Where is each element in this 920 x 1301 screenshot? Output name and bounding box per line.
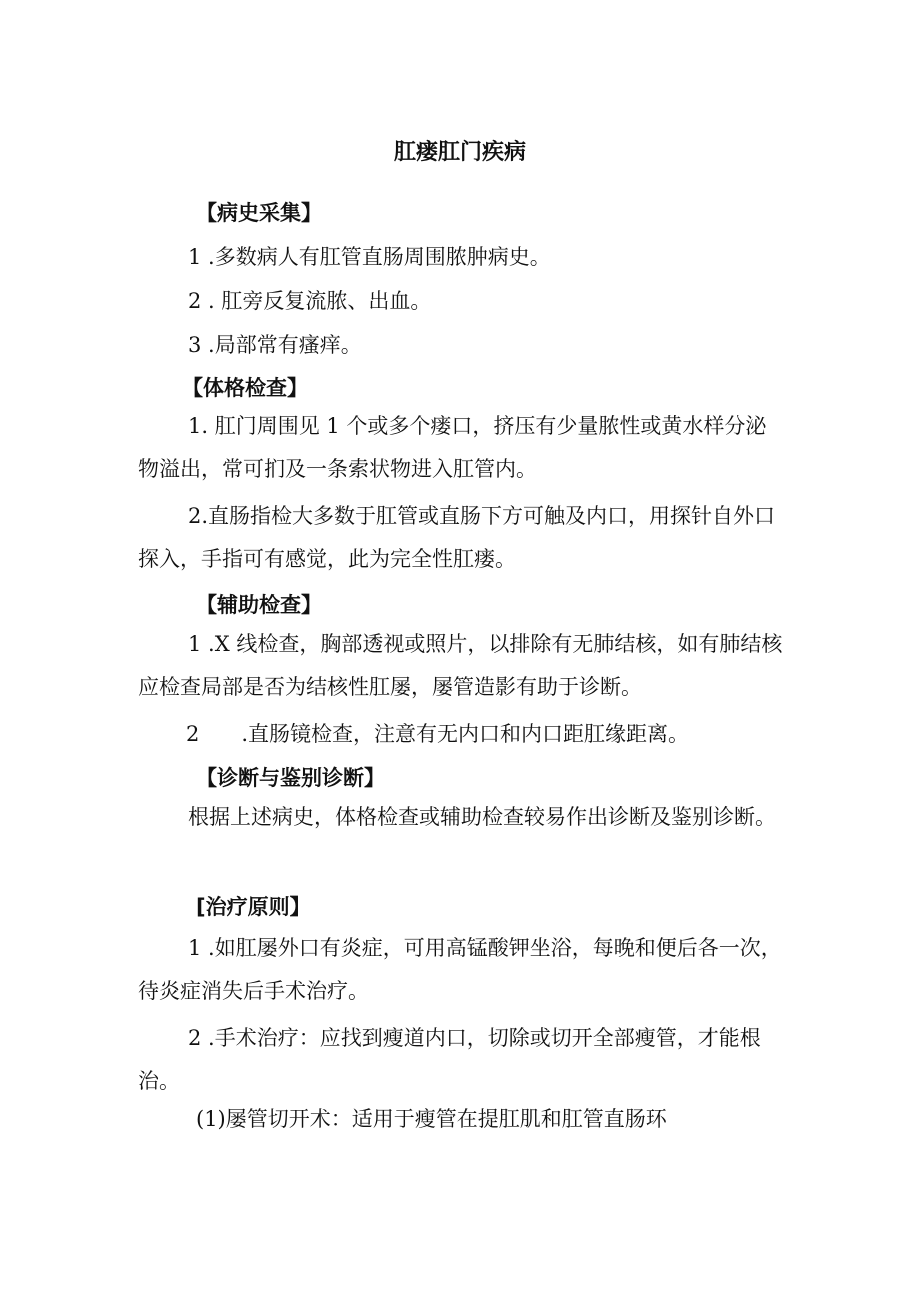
section-heading-treatment: [治疗原则】 (196, 895, 311, 919)
history-item-1: 1 .多数病人有肛管直肠周围脓肿病史。 (188, 245, 551, 269)
auxiliary-exam-item-2: 2 .直肠镜检查，注意有无内口和内口距肛缘距离。 (186, 722, 690, 746)
history-item-3: 3 .局部常有瘙痒。 (188, 333, 362, 357)
treatment-item-3: (1)屡管切开术：适用于瘦管在提肛肌和肛管直肠环 (196, 1107, 667, 1131)
auxiliary-exam-item-1: 1 .X 线检查，胸部透视或照片，以排除有无肺结核，如有肺结核应检查局部是否为结核性肛屡，屡管造影有助于诊断。 (138, 632, 783, 699)
section-heading-physical-exam: 【体格检查】 (182, 376, 308, 400)
section-heading-diagnosis: 【诊断与鉴别诊断】 (196, 766, 385, 790)
physical-exam-item-2: 2.直肠指检大多数于肛管或直肠下方可触及内口，用探针自外口探入，手指可有感觉，此为完全性肛瘘。 (138, 504, 776, 571)
section-heading-auxiliary-exam: 【辅助检查】 (196, 593, 322, 617)
treatment-item-1: 1 .如肛屡外口有炎症，可用高锰酸钾坐浴，每晚和便后各一次，待炎症消失后手术治疗。 (138, 936, 782, 1003)
section-heading-history: 【病史采集】 (196, 201, 322, 225)
history-item-2: 2 . 肛旁反复流脓、出血。 (188, 289, 432, 313)
document-title: 肛瘘肛门疾病 (393, 140, 526, 165)
diagnosis-text: 根据上述病史，体格检查或辅助检查较易作出诊断及鉴别诊断。 (188, 805, 776, 829)
treatment-item-2: 2 .手术治疗：应找到瘦道内口，切除或切开全部瘦管，才能根治。 (138, 1026, 761, 1093)
physical-exam-item-1: 1. 肛门周围见 1 个或多个瘘口，挤压有少量脓性或黄水样分泌物溢出，常可扪及一条索状物进入肛管内。 (138, 414, 767, 481)
